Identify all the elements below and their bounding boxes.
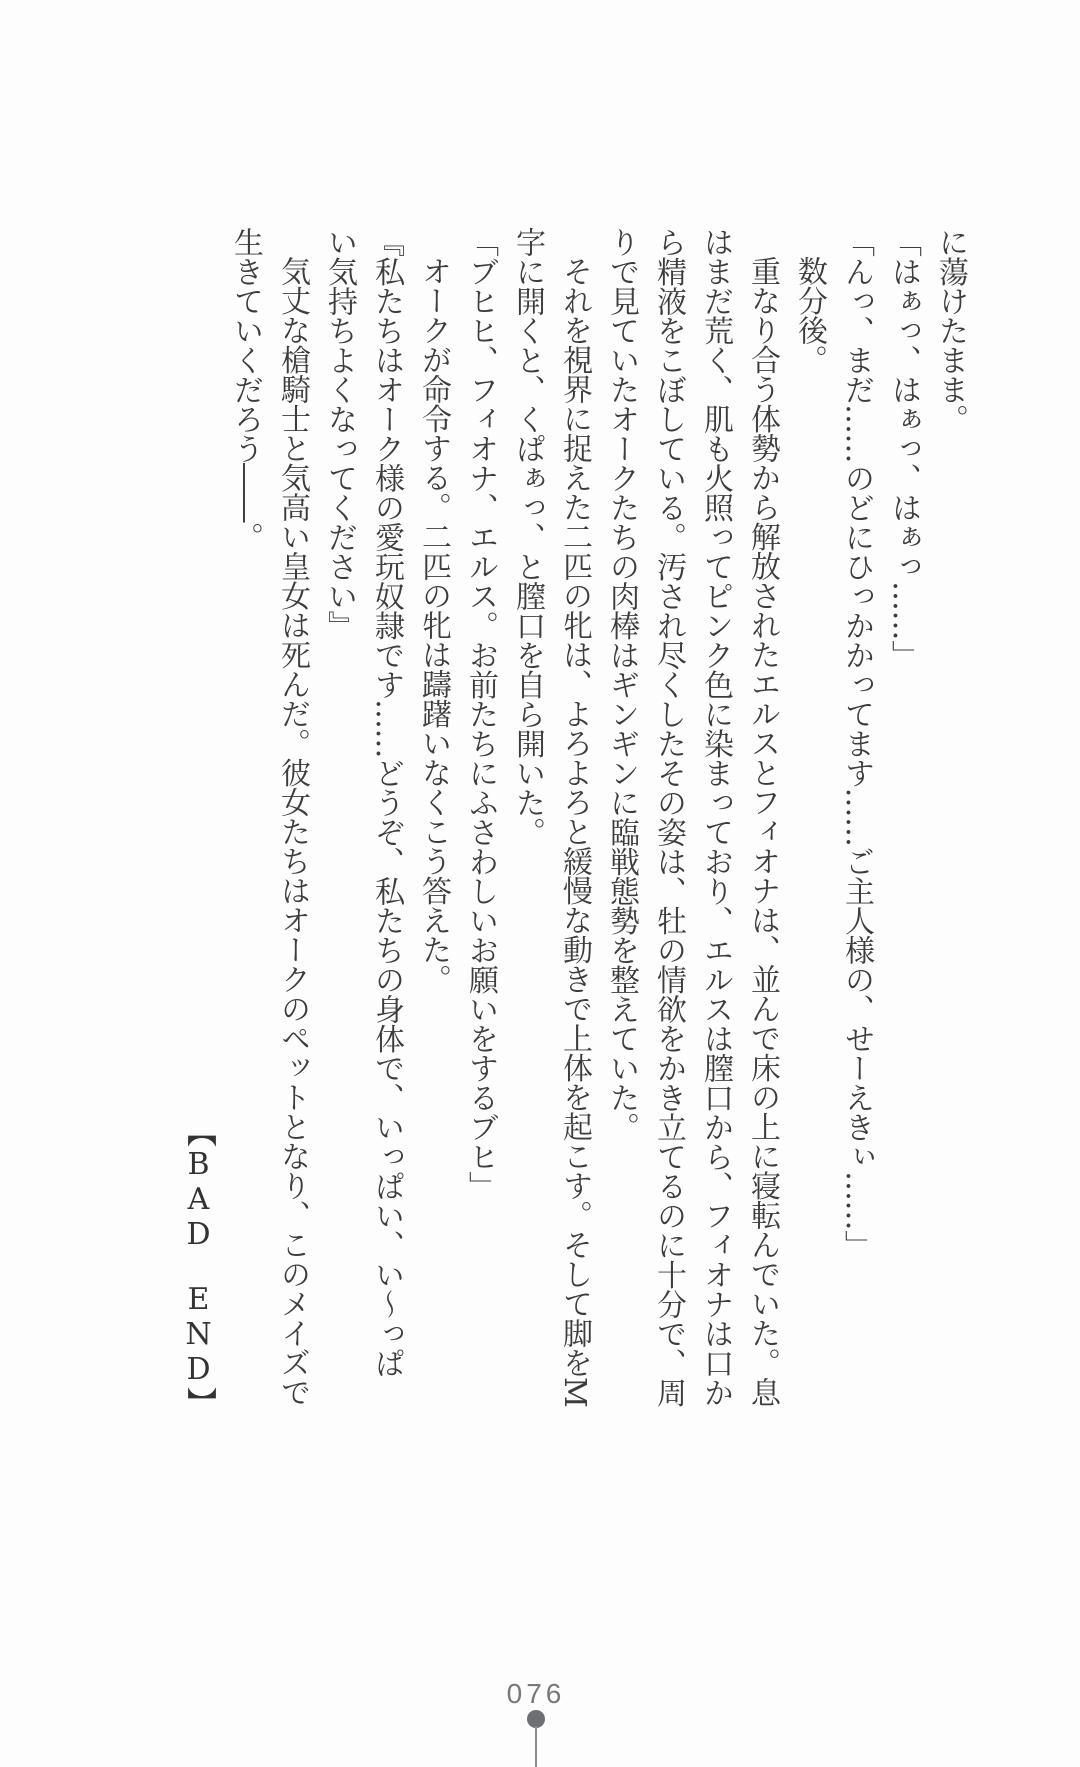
page-number: 076: [506, 1678, 566, 1709]
text-column: い気持ちよくなってください』: [322, 227, 357, 640]
ornament-line: [535, 1726, 537, 1767]
text-column: ら精液をこぼしている。汚され尽くしたその姿は、牡の情欲をかき立てるのに十分で、周: [651, 227, 686, 1407]
text-column: 「はぁっ、はぁっ、はぁっ……」: [886, 227, 921, 670]
text-column: に蕩けたまま。: [933, 227, 968, 434]
text-column: 「ブヒヒ、フィオナ、エルス。お前たちにふさわしいお願いをするブヒ」: [463, 227, 498, 1201]
text-column: 生きていくだろう――。: [228, 227, 263, 552]
text-column: 「んっ、まだ……のどにひっかかってます……ご主人様の、せーえきぃ……」: [839, 227, 874, 1260]
text-column: オークが命令する。二匹の牝は躊躇いなくこう答えた。: [416, 256, 451, 994]
text-column: 重なり合う体勢から解放されたエルスとフィオナは、並んで床の上に寝転んでいた。息: [745, 256, 780, 1407]
text-column: 気丈な槍騎士と気高い皇女は死んだ。彼女たちはオークのペットとなり、このメイズで: [275, 256, 310, 1407]
text-column: 字に開くと、くぱぁっ、と膣口を自ら開いた。: [510, 227, 545, 847]
bad-end-label: 【BAD END】: [181, 1117, 216, 1417]
text-column: はまだ荒く、肌も火照ってピンク色に染まっており、エルスは膣口から、フィオナは口か: [698, 227, 733, 1407]
text-column: 『私たちはオーク様の愛玩奴隷です……どうぞ、私たちの身体で、いっぱい、い～っぱ: [369, 227, 404, 1378]
text-column: りで見ていたオークたちの肉棒はギンギンに臨戦態勢を整えていた。: [604, 227, 639, 1142]
text-columns: [175, 227, 974, 1417]
text-column: 数分後。: [792, 256, 827, 374]
text-column: それを視界に捉えた二匹の牝は、よろよろと緩慢な動きで上体を起こす。そして脚をM: [557, 256, 592, 1408]
